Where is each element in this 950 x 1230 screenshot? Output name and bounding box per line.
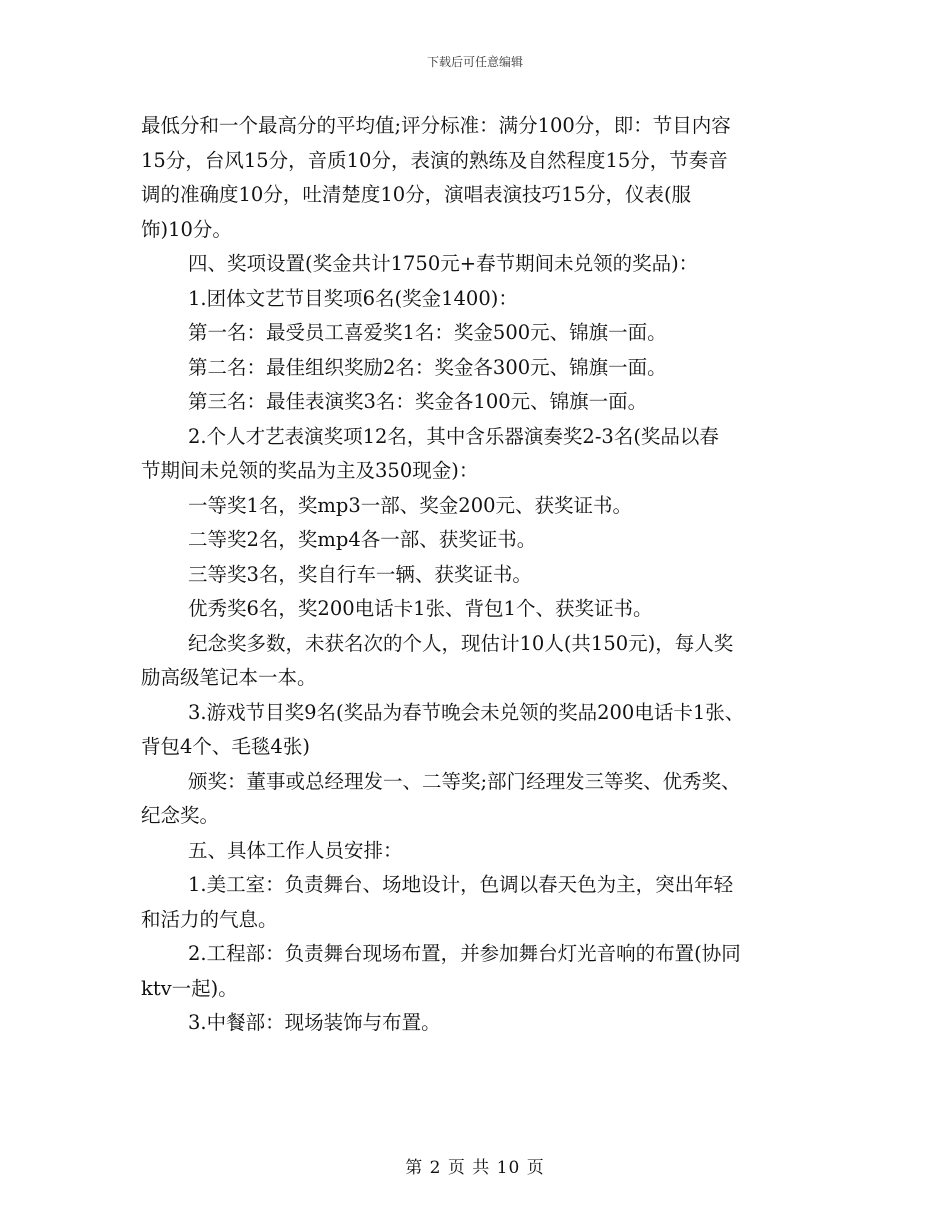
text-line: 第三名：最佳表演奖3名：奖金各100元、锦旗一面。 xyxy=(188,390,648,413)
text-line: 纪念奖多数，未获名次的个人，现估计10人(共150元)，每人奖 xyxy=(188,631,734,655)
text-line: 纪念奖。 xyxy=(141,804,220,827)
text-line: 颁奖：董事或总经理发一、二等奖;部门经理发三等奖、优秀奖、 xyxy=(188,769,741,793)
page-header: 下载后可任意编辑 xyxy=(426,55,523,69)
text-line: 1.美工室：负责舞台、场地设计，色调以春天色为主，突出年轻 xyxy=(188,873,734,896)
text-line: 节期间未兑领的奖品为主及350现金)： xyxy=(141,459,479,482)
text-line: 2.工程部：负责舞台现场布置，并参加舞台灯光音响的布置(协同 xyxy=(188,942,741,965)
text-line: 一等奖1名，奖mp3一部、奖金200元、获奖证书。 xyxy=(188,493,633,517)
text-line: 三等奖3名，奖自行车一辆、获奖证书。 xyxy=(188,562,532,586)
text-line: 15分，台风15分，音质10分，表演的熟练及自然程度15分，节奏音 xyxy=(141,148,728,172)
text-line: 最低分和一个最高分的平均值;评分标准：满分100分，即：节目内容 xyxy=(141,114,731,137)
text-line: 优秀奖6名，奖200电话卡1张、背包1个、获奖证书。 xyxy=(188,597,653,620)
text-line: 第一名：最受员工喜爱奖1名：奖金500元、锦旗一面。 xyxy=(188,321,667,344)
text-line: 二等奖2名，奖mp4各一部、获奖证书。 xyxy=(188,528,537,551)
text-line: 和活力的气息。 xyxy=(141,907,278,931)
text-line: 五、具体工作人员安排： xyxy=(188,838,403,862)
text-line: 四、奖项设置(奖金共计1750元+春节期间未兑领的奖品)： xyxy=(188,252,699,275)
text-line: 饰)10分。 xyxy=(141,217,232,241)
document-body xyxy=(141,109,813,1041)
text-line: 3.中餐部：现场装饰与布置。 xyxy=(188,1011,441,1034)
text-line: 2.个人才艺表演奖项12名，其中含乐器演奏奖2-3名(奖品以春 xyxy=(188,424,719,448)
text-line: 3.游戏节目奖9名(奖品为春节晚会未兑领的奖品200电话卡1张、 xyxy=(188,700,745,724)
text-line: 背包4个、毛毯4张) xyxy=(141,735,310,758)
text-line: 第二名：最佳组织奖励2名：奖金各300元、锦旗一面。 xyxy=(188,355,667,379)
text-line: 1.团体文艺节目奖项6名(奖金1400)： xyxy=(188,286,518,310)
text-line: 调的准确度10分，吐清楚度10分，演唱表演技巧15分，仪表(服 xyxy=(141,183,692,206)
page-footer: 第 2 页 共 10 页 xyxy=(405,1158,545,1178)
text-line: ktv一起)。 xyxy=(141,976,238,1000)
text-line: 励高级笔记本一本。 xyxy=(141,666,317,689)
